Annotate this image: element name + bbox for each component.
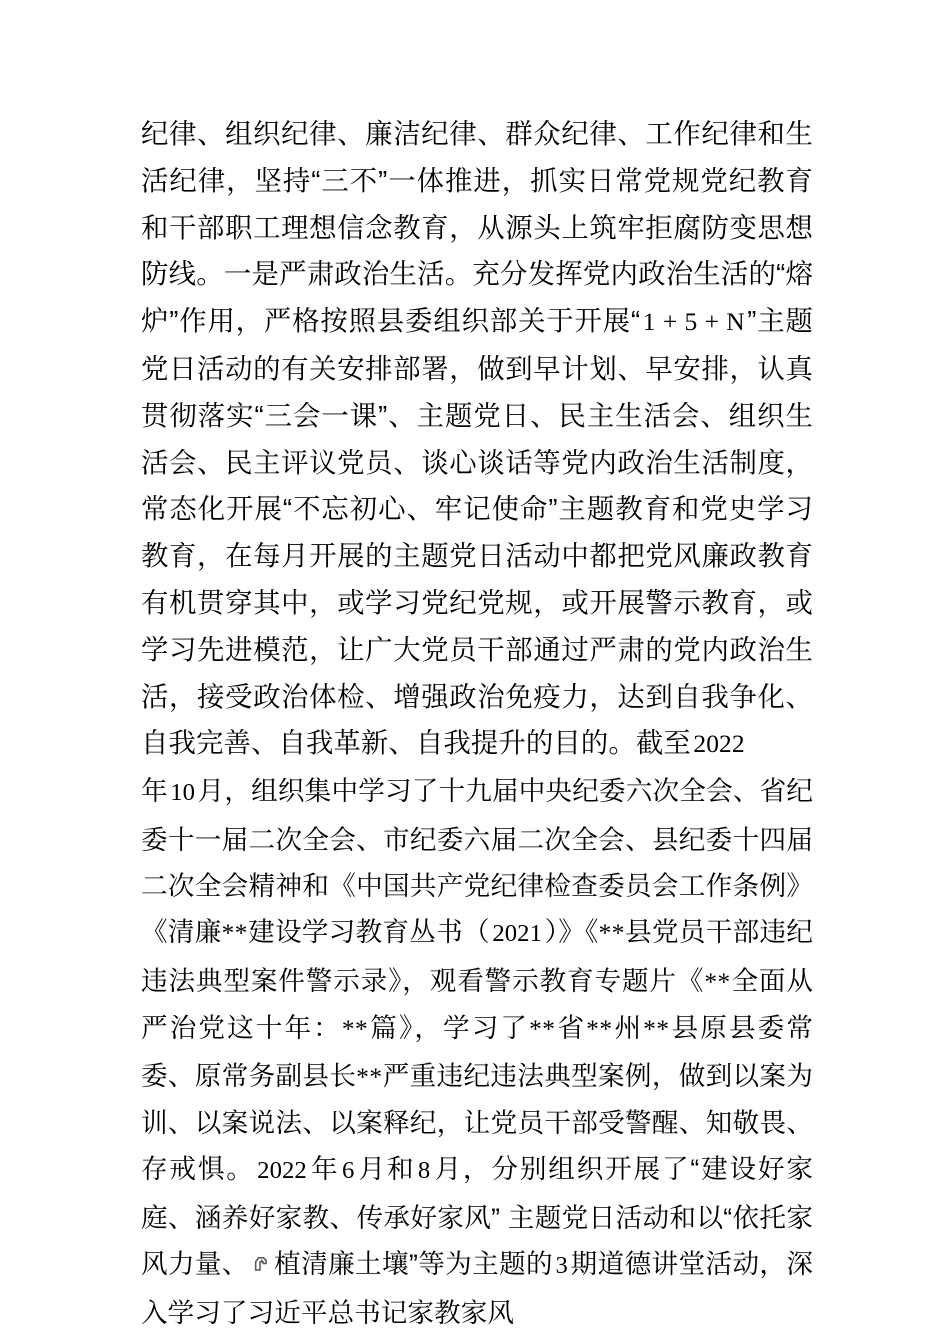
paragraph-lower: 年10月，组织集中学习了十九届中央纪委六次全会、省纪委十一届二次全会、市纪委六届二次全会、县纪委十四届二次全会精神和《中国共产党纪律检查委员会工作条例》《清廉**建设学习教育丛书（2021）》《**县党员干部违纪违法典型案件警示录》，观看警示教育专题片《**全面从严治党这十年：**篇》，学习了**省**州**县原县委常委、原常务副县长**严重违纪违法典型案例，做到以案为训、以案说法、以案释纪，让党员干部受警醒、知敬畏、存戒惧。2022年6月和8月，分别组织开展了“建设好家庭、涵养好家教、传承好家风” 主题党日活动和以“依托家风力量、 植清廉土壤”等为主题的3期道德讲堂活动，深入学习了习近平总书记家教家风 (141, 776, 814, 1328)
numeric-run: 2021 (492, 920, 542, 948)
redaction-mask: ** (529, 1015, 556, 1044)
document-body (141, 111, 813, 1336)
redaction-mask: ** (586, 1015, 613, 1044)
redaction-mask: ** (341, 1015, 369, 1044)
numeric-run: 3 (555, 1252, 568, 1280)
redaction-mask: ** (221, 919, 248, 948)
missing-glyph-icon (250, 1253, 272, 1275)
redaction-mask: ** (356, 1062, 383, 1091)
numeric-run: 10 (170, 779, 196, 807)
numeric-run: 2022 (257, 1157, 307, 1185)
numeric-run: 6 (341, 1157, 355, 1185)
numeric-run: 1 + 5 + N (642, 307, 745, 337)
redaction-mask: ** (598, 919, 625, 948)
paragraph-upper: 纪律、组织纪律、廉洁纪律、群众纪律、工作纪律和生活纪律，坚持“三不”一体推进，抓实日常党规党纪教育和干部职工理想信念教育，从源头上筑牢拒腐防变思想防线。一是严肃政治生活。充分发挥党内政治生活的“熔炉”作用，严格按照县委组织部关于开展“1 + 5 + N”主题党日活动的有关安排部署，做到早计划、早安排，认真贯彻落实“三会一课”、主题党日、民主生活会、组织生活会、民主评议党员、谈心谈话等党内政治生活制度，常态化开展“不忘初心、牢记使命”主题教育和党史学习教育，在每月开展的主题党日活动中都把党风廉政教育有机贯穿其中，或学习党纪党规，或开展警示教育，或学习先进模范，让广大党员干部通过严肃的党内政治生活，接受政治体检、增强政治免疫力，达到自我争化、自我完善、自我革新、自我提升的目的。截至2022 (141, 118, 813, 759)
redaction-mask: ** (643, 1015, 670, 1044)
numeric-run: 8 (417, 1157, 431, 1185)
redaction-mask: ** (704, 967, 731, 996)
numeric-run: 2022 (693, 729, 745, 759)
